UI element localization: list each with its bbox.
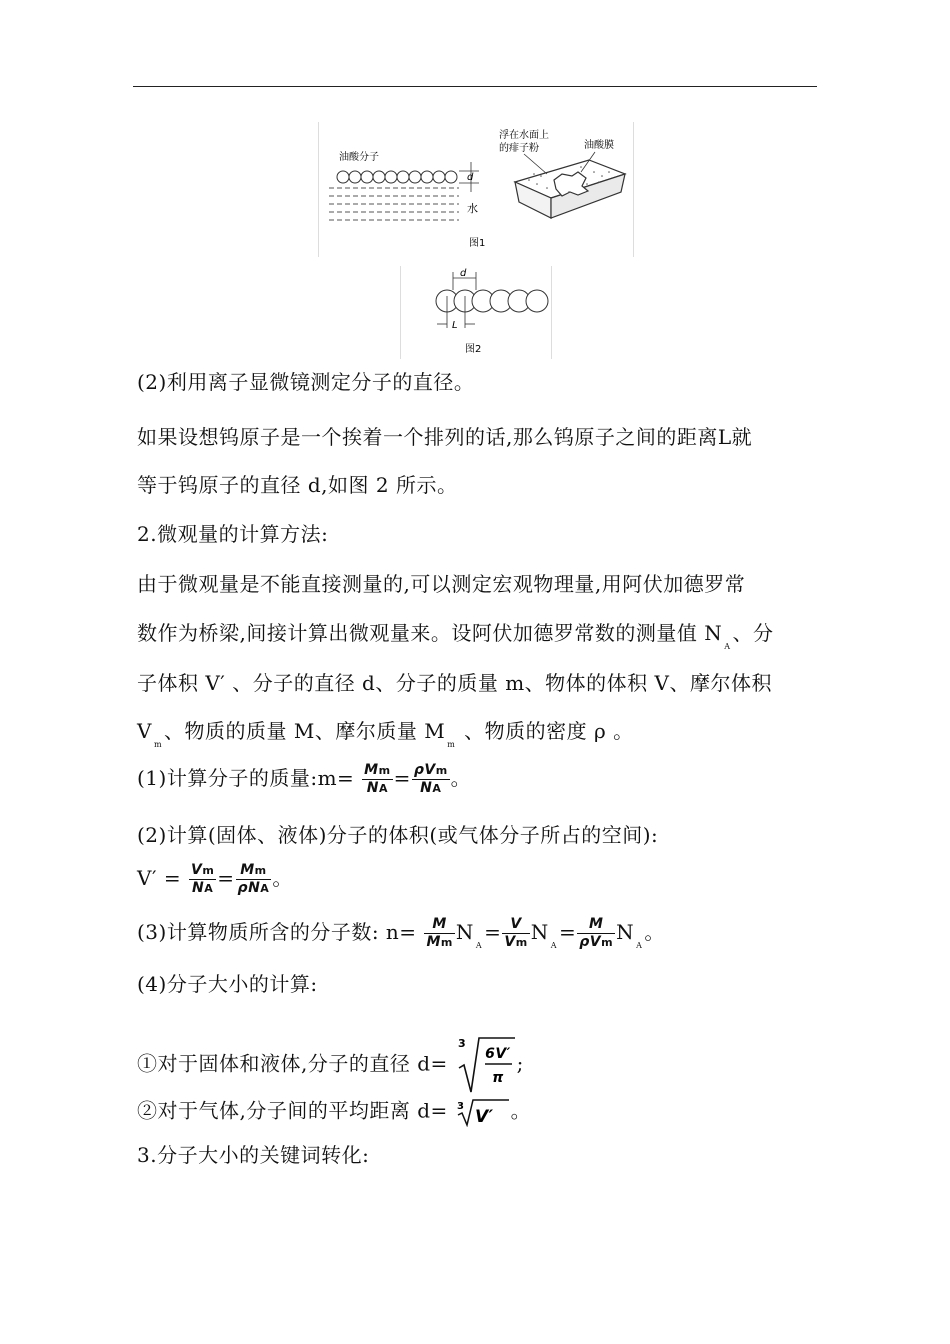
molecule-row: [337, 171, 457, 183]
fraction-volume-2: $\frac{Mm}{\text{ρNA}}$: [237, 862, 270, 896]
line-method-2: [137, 620, 774, 660]
line-method-3: 子体积 V′ 、分子的直径 d、分子的质量 m、物体的体积 V、摩尔体积: [137, 671, 772, 695]
text: (1)计算分子的质量:m=: [137, 766, 355, 790]
label-L: L: [452, 320, 458, 331]
line-mass-formula: [137, 762, 471, 797]
line-gas-distance: [137, 1097, 531, 1127]
fraction-count-3: $\frac{M}{\text{ρVm}}$: [579, 916, 614, 950]
line-solid-diameter: [137, 1034, 524, 1096]
label-d: d: [460, 268, 467, 279]
text: (3)计算物质所含的分子数: n=: [137, 920, 417, 944]
fraction-volume-1: $\frac{Vm}{NA}$: [190, 862, 215, 896]
text: 。: [450, 766, 472, 790]
line-method-4: [137, 718, 634, 758]
label-powder-1: 浮在水面上: [499, 130, 549, 141]
subscript: A: [636, 941, 643, 950]
equals-sign: =: [484, 920, 502, 944]
header-rule: [133, 86, 817, 87]
subscript: A: [475, 941, 483, 950]
text: N: [530, 920, 549, 944]
figure-2-caption: 图2: [465, 344, 482, 355]
fraction-count-1: $\frac{M}{Mm}$: [426, 916, 453, 950]
root-radicand: V′: [474, 1107, 494, 1127]
text: 。: [272, 866, 293, 890]
line-volume-formula: [137, 862, 293, 897]
text: 、物质的密度 ρ 。: [457, 719, 634, 743]
equals-sign: =: [393, 766, 411, 790]
figure-1-drawing: [319, 122, 633, 257]
water-lines: [329, 188, 459, 220]
line-volume-heading: (2)计算(固体、液体)分子的体积(或气体分子所占的空间):: [137, 823, 659, 847]
figure-2: [400, 266, 552, 359]
subscript: m: [447, 740, 456, 749]
fraction-count-2: $\frac{V}{Vm}$: [504, 916, 528, 950]
subscript: m: [153, 740, 163, 749]
line-tungsten-1: 如果设想钨原子是一个挨着一个排列的话,那么钨原子之间的距离L就: [137, 425, 753, 449]
subscript: A: [724, 642, 731, 651]
text: V: [137, 719, 152, 743]
root-numerator: 6V′: [484, 1046, 511, 1062]
text: ;: [516, 1051, 524, 1076]
text: ①对于固体和液体,分子的直径 d=: [137, 1051, 448, 1076]
text: ②对于气体,分子间的平均距离 d=: [137, 1098, 448, 1123]
cube-root-solid: [455, 1034, 517, 1096]
section-heading-3: 3.分子大小的关键词转化:: [137, 1143, 370, 1167]
figure-1: [318, 122, 634, 257]
line-count-formula: [137, 916, 665, 959]
label-water: 水: [467, 202, 478, 215]
line-ion-microscope: (2)利用离子显微镜测定分子的直径。: [137, 370, 475, 394]
fraction-mass-1: $\frac{Mm}{NA}$: [364, 762, 391, 796]
equals-sign: =: [558, 920, 577, 944]
fraction-mass-2: $\frac{\text{ρVm}}{NA}$: [413, 762, 448, 796]
figure-2-drawing: [401, 266, 551, 359]
root-index: 3: [456, 1101, 465, 1112]
subscript: A: [550, 941, 557, 950]
line-size-heading: (4)分子大小的计算:: [137, 972, 318, 996]
text: N: [616, 920, 635, 944]
line-method-1: 由于微观量是不能直接测量的,可以测定宏观物理量,用阿伏加德罗常: [137, 572, 746, 596]
label-oleic-molecule: 油酸分子: [339, 152, 379, 163]
cube-root-gas: [455, 1097, 511, 1127]
text: 。: [644, 920, 665, 944]
equals-sign: =: [217, 866, 235, 890]
label-powder-2: 的痱子粉: [499, 143, 539, 154]
root-index: 3: [457, 1037, 466, 1050]
text: V′ =: [137, 866, 182, 890]
root-denominator: π: [491, 1070, 504, 1086]
atom-row: [436, 290, 548, 312]
line-tungsten-2: 等于钨原子的直径 d,如图 2 所示。: [137, 473, 458, 497]
text: 数作为桥梁,间接计算出微观量来。设阿伏加德罗常数的测量值 N: [137, 621, 723, 645]
text: 、分: [732, 621, 774, 645]
tray-drawing: [515, 160, 625, 218]
label-oil-film: 油酸膜: [584, 140, 614, 151]
label-d: d: [467, 172, 474, 183]
figure-1-caption: 图1: [469, 238, 486, 249]
text: 。: [510, 1098, 532, 1123]
text: 、物质的质量 M、摩尔质量 M: [164, 719, 446, 743]
section-heading-2: 2.微观量的计算方法:: [137, 522, 329, 546]
text: N: [455, 920, 474, 944]
